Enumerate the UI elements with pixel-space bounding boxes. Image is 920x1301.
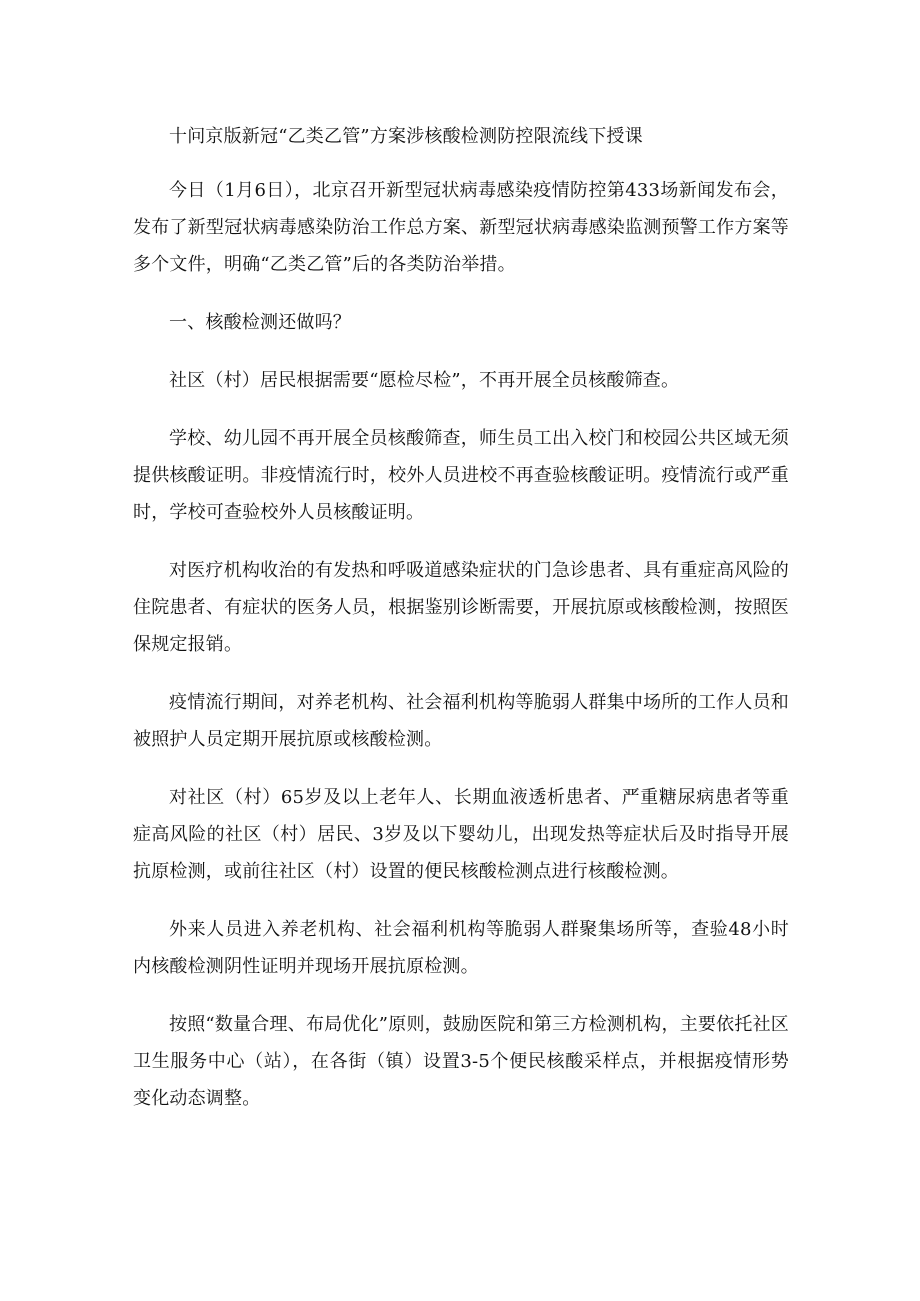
paragraph-medical-testing: 对医疗机构收治的有发热和呼吸道感染症状的门急诊患者、具有重症高风险的住院患者、有症状的医务人员，根据鉴别诊断需要，开展抗原或核酸检测，按照医保规定报销。 — [133, 560, 789, 655]
paragraph-school-testing: 学校、幼儿园不再开展全员核酸筛查，师生员工出入校门和校园公共区域无须提供核酸证明。非疫情流行时，校外人员进校不再查验核酸证明。疫情流行或严重时，学校可查验校外人员核酸证明。 — [133, 428, 789, 523]
paragraph-high-risk-residents: 对社区（村）65岁及以上老年人、长期血液透析患者、严重糖尿病患者等重症高风险的社区（村）居民、3岁及以下婴幼儿，出现发热等症状后及时指导开展抗原检测，或前往社区（村）设置的便民核酸检测点进行核酸检测。 — [133, 787, 789, 882]
section-heading-1: 一、核酸检测还做吗？ — [169, 312, 351, 333]
paragraph-visitor-testing: 外来人员进入养老机构、社会福利机构等脆弱人群聚集场所等，查验48小时内核酸检测阴性证明并现场开展抗原检测。 — [133, 919, 789, 977]
paragraph-intro: 今日（1月6日），北京召开新型冠状病毒感染疫情防控第433场新闻发布会，发布了新型冠状病毒感染防治工作总方案、新型冠状病毒感染监测预警工作方案等多个文件，明确“乙类乙管”后的各类防治举措。 — [133, 180, 789, 275]
paragraph-care-institution-testing: 疫情流行期间，对养老机构、社会福利机构等脆弱人群集中场所的工作人员和被照护人员定期开展抗原或核酸检测。 — [133, 692, 789, 750]
document-title: 十问京版新冠“乙类乙管”方案涉核酸检测防控限流线下授课 — [169, 126, 643, 147]
paragraph-sampling-points: 按照“数量合理、布局优化”原则，鼓励医院和第三方检测机构，主要依托社区卫生服务中心（站），在各街（镇）设置3-5个便民核酸采样点，并根据疫情形势变化动态调整。 — [133, 1014, 789, 1109]
document-body — [133, 118, 789, 1138]
paragraph-community-testing: 社区（村）居民根据需要“愿检尽检”，不再开展全员核酸筛查。 — [169, 370, 680, 391]
